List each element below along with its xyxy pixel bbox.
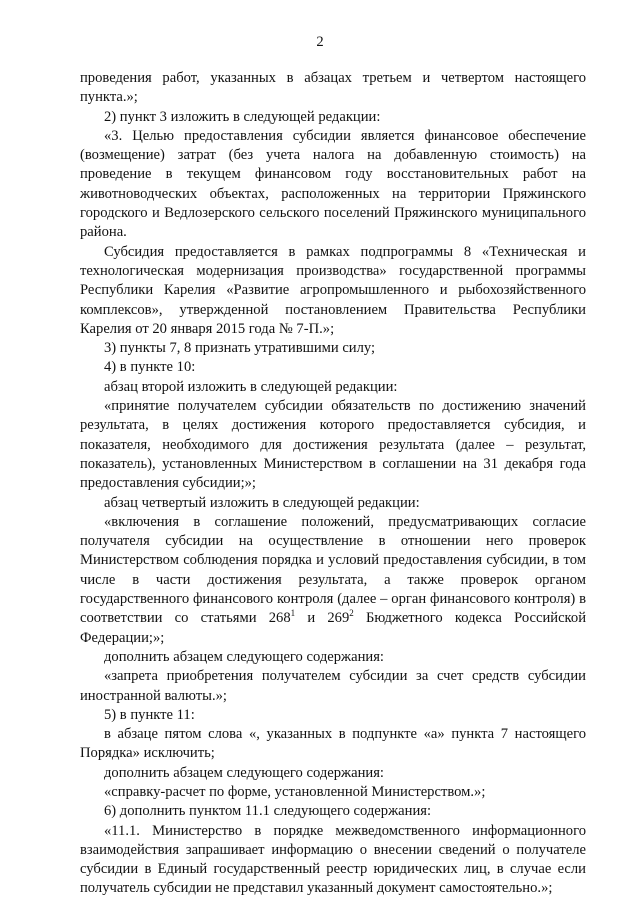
paragraph: дополнить абзацем следующего содержания: — [104, 764, 384, 781]
paragraph-text: и 269 — [295, 610, 350, 627]
superscript: 1 — [290, 608, 296, 619]
paragraph: абзац второй изложить в следующей редакции: — [104, 378, 398, 395]
paragraph: «11.1. Министерство в порядке межведомственного информационного взаимодействия запрашивает информацию о внесении сведений о получателе субсидии в Единый государственный реестр юридических лиц, в случае если получатель субсидии не представил указанный документ самостоятельно.»; — [80, 822, 586, 897]
paragraph: в абзаце пятом слова «, указанных в подпункте «а» пункта 7 настоящего Порядка» исключить; — [80, 726, 586, 762]
paragraph: Субсидия предоставляется в рамках подпрограммы 8 «Техническая и технологическая модернизация производства» государственной программы Республики Карелия «Развитие агропромышленного и рыбохозяйственного комплексов», утвержденной постановлением Правительства Республики Карелия от 20 января 2015 года № 7-П.»; — [80, 243, 586, 337]
paragraph: 5) в пункте 11: — [104, 706, 195, 723]
paragraph-text: «включения в соглашение положений, предусматривающих согласие получателя субсидии на осуществление в отношении него проверок Министерством соблюдения порядка и условий предоставления субсидии, в том числе в части достижения результата, а также проверок органом государственного финансового контроля (далее – орган финансового контроля) в соответствии со статьями 268 — [80, 513, 586, 627]
paragraph: 6) дополнить пунктом 11.1 следующего содержания: — [104, 803, 432, 820]
paragraph: 3) пункты 7, 8 признать утратившими силу; — [104, 340, 376, 357]
paragraph: «принятие получателем субсидии обязательств по достижению значений результата, в целях достижения которого предоставляется субсидия, и показателя, необходимого для достижения результата (далее – результат, показатель), установленных Министерством в соглашении на 31 декабря года предоставления субсидии;»; — [80, 398, 586, 492]
paragraph: 2) пункт 3 изложить в следующей редакции: — [104, 108, 381, 125]
paragraph: дополнить абзацем следующего содержания: — [104, 648, 384, 665]
paragraph: проведения работ, указанных в абзацах третьем и четвертом настоящего пункта.»; — [80, 70, 586, 106]
document-body — [80, 69, 586, 899]
paragraph: «запрета приобретения получателем субсидии за счет средств субсидии иностранной валюты.»; — [80, 668, 586, 704]
paragraph: 4) в пункте 10: — [104, 359, 196, 376]
paragraph-with-footnote-refs — [80, 513, 586, 648]
paragraph-text: Бюджетного кодекса Российской Федерации;»; — [80, 610, 587, 646]
page-number: 2 — [316, 34, 324, 50]
paragraph: абзац четвертый изложить в следующей редакции: — [104, 494, 420, 511]
paragraph: «3. Целью предоставления субсидии является финансовое обеспечение (возмещение) затрат (без учета налога на добавленную стоимость) на проведение в текущем финансовом году восстановительных работ на животноводческих объектах, расположенных на территории Пряжинского городского и Ведлозерского сельского поселений Пряжинского муниципального района. — [80, 127, 586, 241]
paragraph: «справку-расчет по форме, установленной Министерством.»; — [104, 783, 486, 800]
superscript: 2 — [349, 608, 354, 619]
